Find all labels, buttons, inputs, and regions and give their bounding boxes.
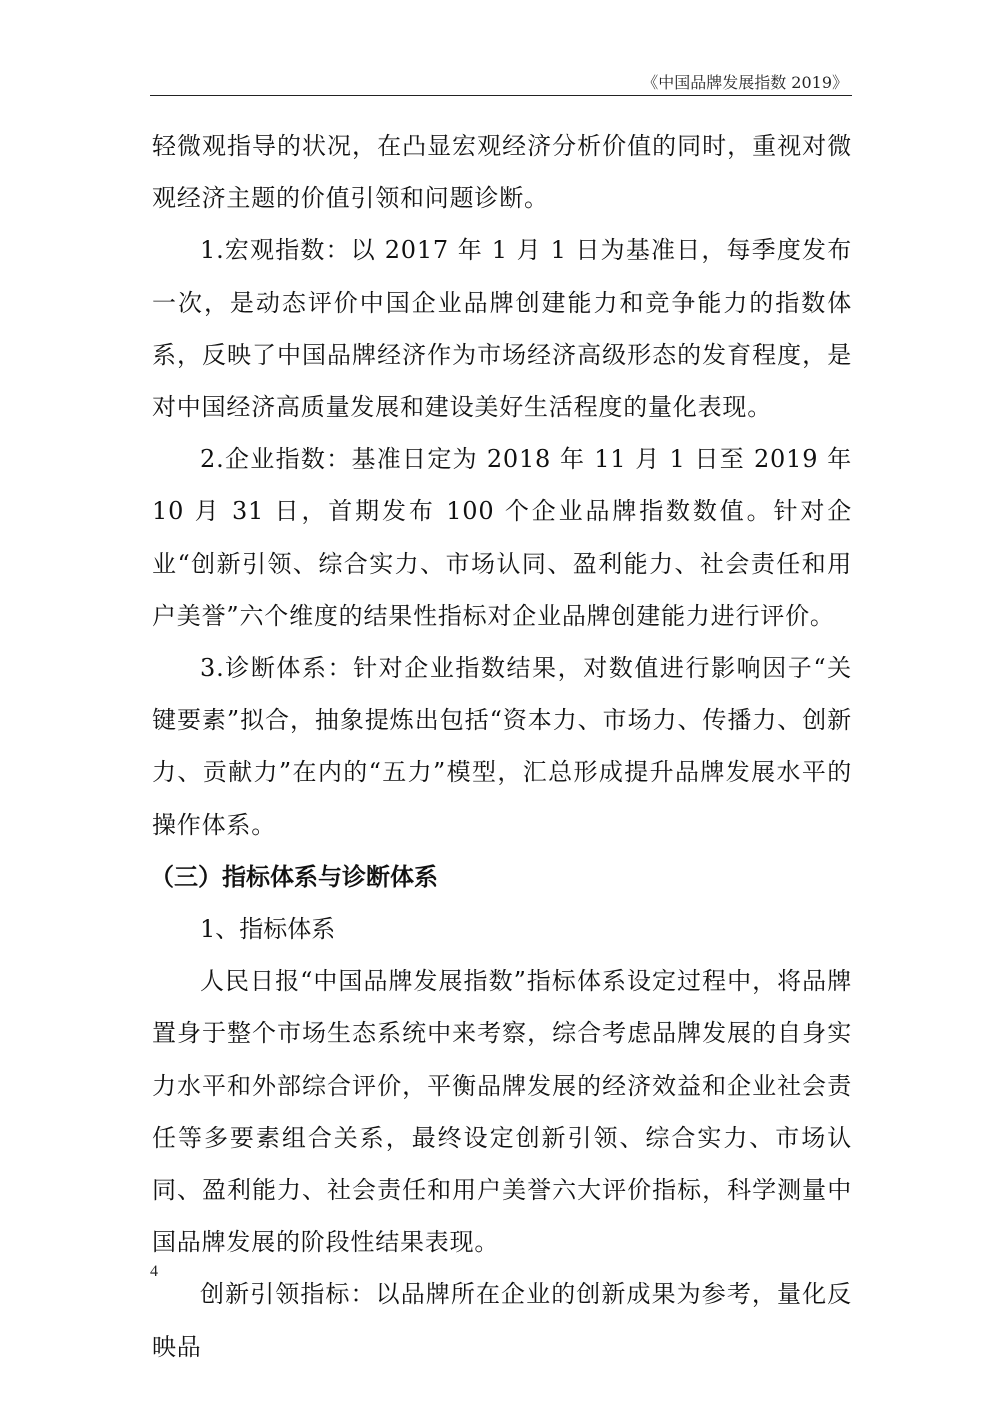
running-header: 《中国品牌发展指数 2019》 [642, 73, 848, 92]
body-text [152, 120, 852, 1373]
sub-heading: 1、指标体系 [200, 915, 336, 944]
paragraph-indicator-system: 人民日报“中国品牌发展指数”指标体系设定过程中，将品牌置身于整个市场生态系统中来考察，综合考虑品牌发展的自身实力水平和外部综合评价，平衡品牌发展的经济效益和企业社会责任等多要素组合关系，最终设定创新引领、综合实力、市场认同、盈利能力、社会责任和用户美誉六大评价指标，科学测量中国品牌发展的阶段性结果表现。 [152, 967, 852, 1257]
paragraph-diagnosis-system: 3.诊断体系：针对企业指数结果，对数值进行影响因子“关键要素”拟合，抽象提炼出包括“资本力、市场力、传播力、创新力、贡献力”在内的“五力”模型，汇总形成提升品牌发展水平的操作体系。 [152, 654, 852, 839]
section-heading: （三）指标体系与诊断体系 [150, 862, 438, 891]
paragraph-innovation-indicator: 创新引领指标：以品牌所在企业的创新成果为参考，量化反映品 [152, 1280, 852, 1361]
paragraph-macro-index: 1.宏观指数：以 2017 年 1 月 1 日为基准日，每季度发布一次，是动态评价中国企业品牌创建能力和竞争能力的指数体系，反映了中国品牌经济作为市场经济高级形态的发育程度，是对中国经济高质量发展和建设美好生活程度的量化表现。 [152, 236, 852, 422]
paragraph-enterprise-index: 2.企业指数：基准日定为 2018 年 11 月 1 日至 2019 年 10 月 31 日，首期发布 100 个企业品牌指数数值。针对企业“创新引领、综合实力、市场认同、盈利能力、社会责任和用户美誉”六个维度的结果性指标对企业品牌创建能力进行评价。 [152, 445, 852, 630]
header-divider [150, 95, 852, 96]
paragraph-continuation: 轻微观指导的状况，在凸显宏观经济分析价值的同时，重视对微观经济主题的价值引领和问题诊断。 [152, 132, 852, 213]
page-number: 4 [150, 1263, 158, 1280]
